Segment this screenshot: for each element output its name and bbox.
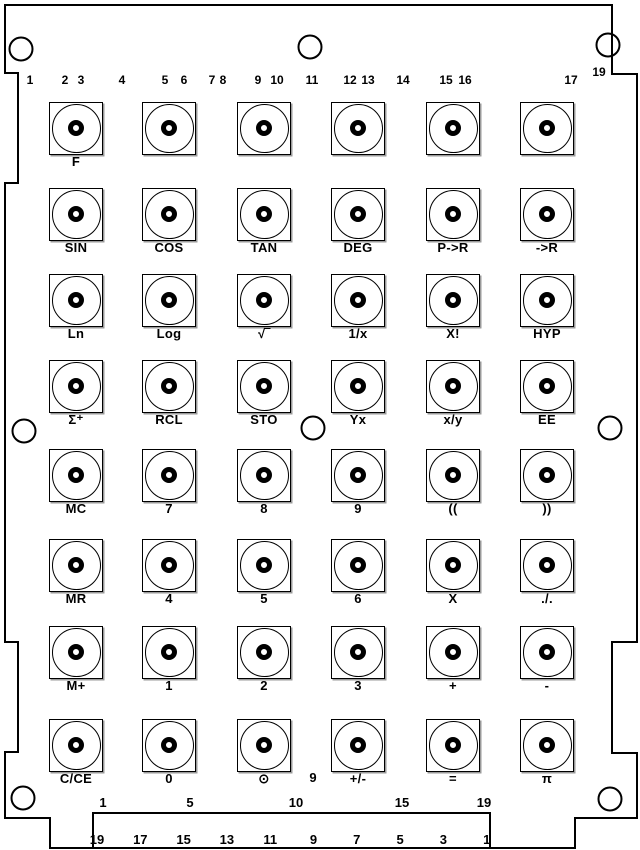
key-label: 5 — [260, 591, 268, 606]
key-dome-circle — [429, 721, 478, 770]
key-r1c2[interactable] — [142, 102, 196, 155]
key-contact-dot — [68, 292, 84, 308]
top-pin-number: 14 — [396, 73, 410, 87]
key-r5c2[interactable] — [142, 449, 196, 502]
key-r7c4[interactable] — [331, 626, 385, 679]
key-contact-dot — [539, 644, 555, 660]
mounting-hole — [299, 36, 322, 59]
key-label: ./. — [541, 591, 553, 606]
key-r2c4[interactable] — [331, 188, 385, 241]
key-dome-circle — [145, 451, 194, 500]
key-contact-dot — [445, 206, 461, 222]
key-contact-dot — [445, 120, 461, 136]
key-label: STO — [250, 412, 278, 427]
top-pin-number: 15 — [439, 73, 453, 87]
key-r2c2[interactable] — [142, 188, 196, 241]
key-r1c6[interactable] — [520, 102, 574, 155]
key-contact-dot — [350, 120, 366, 136]
key-r5c4[interactable] — [331, 449, 385, 502]
key-dome-circle — [145, 721, 194, 770]
key-r7c3[interactable] — [237, 626, 291, 679]
key-r8c4[interactable] — [331, 719, 385, 772]
key-dome-circle — [145, 104, 194, 153]
connector-pin-number: 7 — [353, 832, 361, 847]
key-label: TAN — [250, 240, 278, 255]
key-r8c5[interactable] — [426, 719, 480, 772]
key-dome-circle — [334, 104, 383, 153]
key-r8c3[interactable] — [237, 719, 291, 772]
key-label: Yx — [349, 412, 367, 427]
key-dome-circle — [52, 276, 101, 325]
key-dome-circle — [52, 104, 101, 153]
top-pin-number: 10 — [270, 73, 284, 87]
key-dome-circle — [334, 362, 383, 411]
connector-pin-number: 15 — [176, 832, 191, 847]
top-pin-number: 19 — [592, 65, 606, 79]
key-contact-dot — [445, 467, 461, 483]
key-contact-dot — [445, 378, 461, 394]
key-r3c2[interactable] — [142, 274, 196, 327]
key-contact-dot — [256, 644, 272, 660]
top-pin-number: 3 — [77, 73, 85, 87]
top-pin-number: 17 — [564, 73, 578, 87]
key-r4c3[interactable] — [237, 360, 291, 413]
key-contact-dot — [161, 378, 177, 394]
key-contact-dot — [350, 467, 366, 483]
top-pin-number: 5 — [161, 73, 169, 87]
key-r3c3[interactable] — [237, 274, 291, 327]
key-label: 6 — [354, 591, 362, 606]
key-label: RCL — [155, 412, 183, 427]
key-r3c5[interactable] — [426, 274, 480, 327]
key-dome-circle — [523, 451, 572, 500]
key-label: π — [541, 771, 553, 786]
key-contact-dot — [539, 120, 555, 136]
key-dome-circle — [52, 190, 101, 239]
key-dome-circle — [334, 190, 383, 239]
key-label: ⊙ — [258, 771, 270, 786]
key-r2c6[interactable] — [520, 188, 574, 241]
key-label: x/y — [443, 412, 463, 427]
key-r3c4[interactable] — [331, 274, 385, 327]
key-label: 2 — [260, 678, 268, 693]
key-dome-circle — [334, 541, 383, 590]
key-r4c2[interactable] — [142, 360, 196, 413]
key-contact-dot — [539, 292, 555, 308]
key-label: Ln — [67, 326, 85, 341]
key-contact-dot — [68, 737, 84, 753]
key-dome-circle — [523, 541, 572, 590]
key-dome-circle — [429, 104, 478, 153]
top-pin-number: 2 — [61, 73, 69, 87]
connector-pin-number: 5 — [396, 832, 404, 847]
key-label: ->R — [535, 240, 559, 255]
key-contact-dot — [68, 557, 84, 573]
key-label: )) — [542, 501, 552, 516]
top-pin-number: 8 — [219, 73, 227, 87]
key-dome-circle — [145, 276, 194, 325]
mounting-hole — [599, 417, 622, 440]
key-contact-dot — [161, 206, 177, 222]
key-contact-dot — [445, 292, 461, 308]
key-r2c3[interactable] — [237, 188, 291, 241]
top-pin-number: 16 — [458, 73, 472, 87]
key-label: + — [449, 678, 457, 693]
connector-pin-number: 19 — [89, 832, 105, 847]
key-r1c4[interactable] — [331, 102, 385, 155]
key-dome-circle — [145, 362, 194, 411]
key-r4c6[interactable] — [520, 360, 574, 413]
key-r1c3[interactable] — [237, 102, 291, 155]
key-r8c2[interactable] — [142, 719, 196, 772]
key-contact-dot — [256, 467, 272, 483]
key-contact-dot — [68, 644, 84, 660]
key-contact-dot — [256, 737, 272, 753]
key-label: C/CE — [59, 771, 93, 786]
key-dome-circle — [523, 190, 572, 239]
key-dome-circle — [240, 362, 289, 411]
connector-pin-number: 17 — [133, 832, 148, 847]
key-r3c1[interactable] — [49, 274, 103, 327]
key-r4c1[interactable] — [49, 360, 103, 413]
key-label: EE — [538, 412, 556, 427]
key-r6c6[interactable] — [520, 539, 574, 592]
key-contact-dot — [161, 737, 177, 753]
key-dome-circle — [429, 276, 478, 325]
key-contact-dot — [256, 292, 272, 308]
key-dome-circle — [334, 628, 383, 677]
key-dome-circle — [429, 190, 478, 239]
key-dome-circle — [334, 721, 383, 770]
key-label: X — [448, 591, 458, 606]
key-r2c1[interactable] — [49, 188, 103, 241]
key-r6c4[interactable] — [331, 539, 385, 592]
top-pin-number: 13 — [361, 73, 375, 87]
key-r4c4[interactable] — [331, 360, 385, 413]
key-r7c2[interactable] — [142, 626, 196, 679]
key-contact-dot — [350, 206, 366, 222]
key-r1c5[interactable] — [426, 102, 480, 155]
key-dome-circle — [240, 721, 289, 770]
key-dome-circle — [52, 451, 101, 500]
key-label: 0 — [165, 771, 173, 786]
key-contact-dot — [161, 120, 177, 136]
connector-scale-number: 1 — [99, 795, 107, 810]
key-contact-dot — [539, 737, 555, 753]
key-r6c3[interactable] — [237, 539, 291, 592]
key-label: COS — [154, 240, 184, 255]
key-label: 3 — [354, 678, 362, 693]
key-r8c6[interactable] — [520, 719, 574, 772]
key-dome-circle — [429, 628, 478, 677]
key-label: M+ — [66, 678, 86, 693]
connector-pin-number: 1 — [483, 832, 491, 847]
connector-pin-number: 3 — [439, 832, 447, 847]
key-dome-circle — [145, 628, 194, 677]
key-contact-dot — [161, 467, 177, 483]
key-label: DEG — [343, 240, 373, 255]
key-contact-dot — [256, 378, 272, 394]
key-label: MC — [65, 501, 87, 516]
key-label: MR — [65, 591, 87, 606]
key-r5c5[interactable] — [426, 449, 480, 502]
connector-scale-number: 10 — [288, 795, 304, 810]
key-label: SIN — [64, 240, 88, 255]
key-contact-dot — [350, 378, 366, 394]
key-contact-dot — [256, 120, 272, 136]
key-dome-circle — [145, 190, 194, 239]
key-label: 8 — [260, 501, 268, 516]
key-contact-dot — [350, 644, 366, 660]
key-dome-circle — [52, 362, 101, 411]
key-label: +/- — [349, 771, 367, 786]
connector-scale-number: 5 — [186, 795, 194, 810]
key-r1c1[interactable] — [49, 102, 103, 155]
key-dome-circle — [429, 451, 478, 500]
key-r7c1[interactable] — [49, 626, 103, 679]
key-r8c1[interactable] — [49, 719, 103, 772]
key-label: X! — [446, 326, 460, 341]
key-dome-circle — [52, 628, 101, 677]
connector-pin-number: 11 — [263, 832, 278, 847]
key-dome-circle — [240, 190, 289, 239]
key-dome-circle — [52, 721, 101, 770]
key-contact-dot — [68, 467, 84, 483]
key-r5c1[interactable] — [49, 449, 103, 502]
top-pin-number: 1 — [26, 73, 34, 87]
key-contact-dot — [539, 557, 555, 573]
key-dome-circle — [52, 541, 101, 590]
key-dome-circle — [523, 276, 572, 325]
key-r5c6[interactable] — [520, 449, 574, 502]
mounting-hole — [599, 788, 622, 811]
key-dome-circle — [523, 104, 572, 153]
key-contact-dot — [161, 644, 177, 660]
key-label: 4 — [165, 591, 173, 606]
key-dome-circle — [240, 276, 289, 325]
key-label: (( — [448, 501, 458, 516]
key-dome-circle — [240, 628, 289, 677]
key-r6c2[interactable] — [142, 539, 196, 592]
key-label: Σ⁺ — [68, 412, 84, 427]
mounting-hole — [10, 38, 33, 61]
connector-scale-number: 19 — [476, 795, 492, 810]
key-dome-circle — [429, 362, 478, 411]
key-dome-circle — [523, 362, 572, 411]
top-pin-number: 7 — [208, 73, 216, 87]
key-contact-dot — [445, 737, 461, 753]
key-contact-dot — [539, 378, 555, 394]
key-dome-circle — [429, 541, 478, 590]
key-contact-dot — [68, 120, 84, 136]
top-pin-number: 11 — [305, 73, 319, 87]
key-r4c5[interactable] — [426, 360, 480, 413]
key-contact-dot — [256, 557, 272, 573]
top-pin-number: 9 — [254, 73, 262, 87]
key-r7c5[interactable] — [426, 626, 480, 679]
key-dome-circle — [240, 541, 289, 590]
key-label: HYP — [533, 326, 561, 341]
connector-pin-number: 9 — [309, 832, 318, 847]
key-label: 9 — [354, 501, 362, 516]
key-r5c3[interactable] — [237, 449, 291, 502]
key-contact-dot — [350, 292, 366, 308]
key-dome-circle — [334, 451, 383, 500]
key-label: = — [449, 771, 457, 786]
top-pin-number: 12 — [343, 73, 357, 87]
key-contact-dot — [161, 292, 177, 308]
key-dome-circle — [145, 541, 194, 590]
connector-scale-number: 15 — [394, 795, 410, 810]
key-label: F — [71, 154, 81, 169]
key-label: P->R — [437, 240, 469, 255]
key-r2c5[interactable] — [426, 188, 480, 241]
key-contact-dot — [350, 557, 366, 573]
key-contact-dot — [445, 557, 461, 573]
key-dome-circle — [334, 276, 383, 325]
key-dome-circle — [240, 104, 289, 153]
key-label: √‾ — [257, 326, 271, 341]
key-dome-circle — [523, 628, 572, 677]
key-contact-dot — [539, 467, 555, 483]
key-label: Log — [156, 326, 182, 341]
key-contact-dot — [68, 206, 84, 222]
top-pin-number: 6 — [180, 73, 188, 87]
key-contact-dot — [539, 206, 555, 222]
key-label: 1/x — [348, 326, 368, 341]
key-contact-dot — [161, 557, 177, 573]
key-label: 7 — [165, 501, 173, 516]
key-contact-dot — [350, 737, 366, 753]
key-r6c5[interactable] — [426, 539, 480, 592]
key-r7c6[interactable] — [520, 626, 574, 679]
mounting-hole — [12, 787, 35, 810]
key-r6c1[interactable] — [49, 539, 103, 592]
mid-pin-number: 9 — [309, 770, 317, 785]
key-label: 1 — [165, 678, 173, 693]
mounting-hole — [597, 34, 620, 57]
key-label: - — [544, 678, 550, 693]
key-dome-circle — [523, 721, 572, 770]
connector-pin-number: 13 — [219, 832, 235, 847]
key-dome-circle — [240, 451, 289, 500]
key-contact-dot — [68, 378, 84, 394]
top-pin-number: 4 — [118, 73, 126, 87]
key-r3c6[interactable] — [520, 274, 574, 327]
key-contact-dot — [256, 206, 272, 222]
key-contact-dot — [445, 644, 461, 660]
